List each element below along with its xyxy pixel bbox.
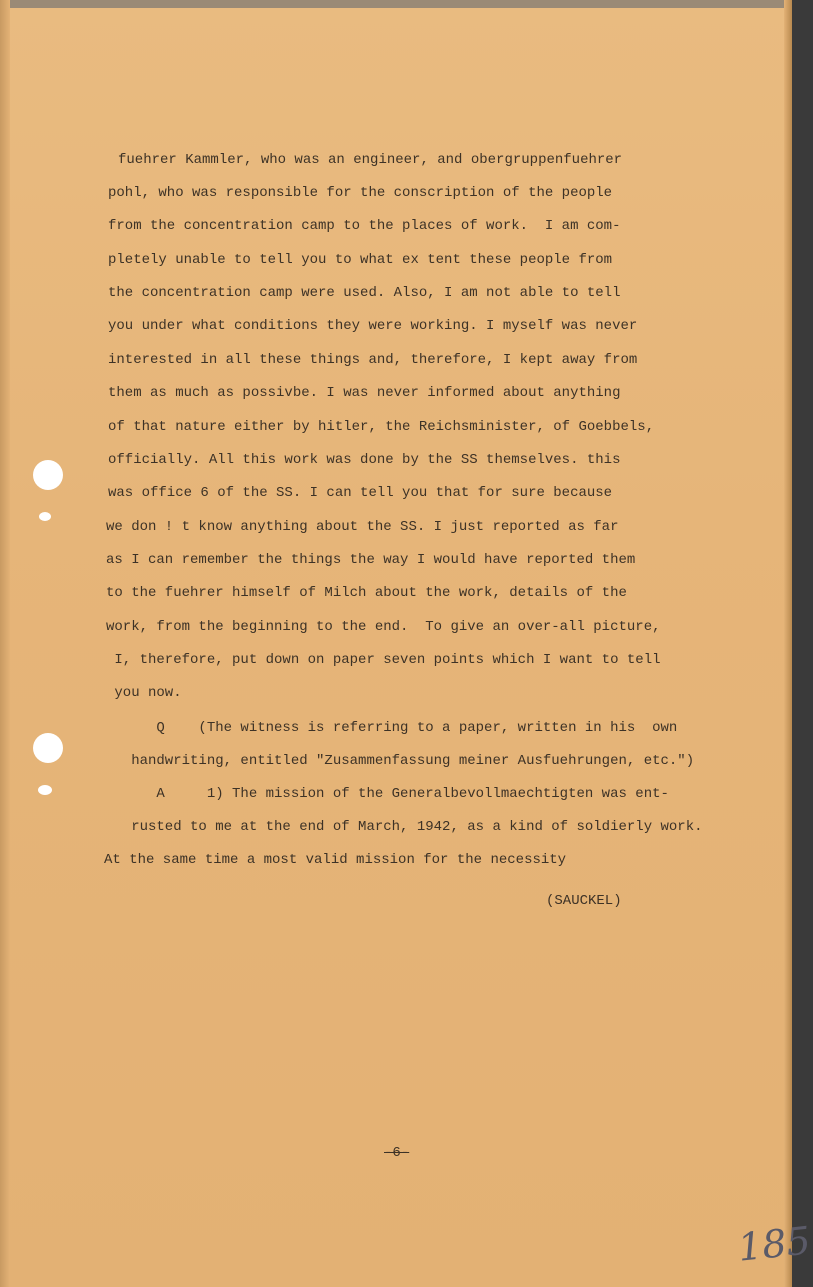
witness-signature: (SAUCKEL) bbox=[546, 893, 622, 909]
page-left-edge bbox=[0, 0, 10, 1287]
page-right-edge bbox=[784, 0, 792, 1287]
paper-tear-lower bbox=[38, 785, 52, 795]
text-line: I, therefore, put down on paper seven points which I want to tell bbox=[106, 652, 661, 668]
text-line: the concentration camp were used. Also, I am not able to tell bbox=[108, 285, 621, 301]
text-line: officially. All this work was done by the SS themselves. this bbox=[108, 452, 621, 468]
handwritten-page-number: 185 bbox=[735, 1218, 813, 1270]
text-line: pletely unable to tell you to what ex tent these people from bbox=[108, 252, 613, 268]
text-line: as I can remember the things the way I would have reported them bbox=[106, 552, 636, 568]
text-line: was office 6 of the SS. I can tell you that for sure because bbox=[108, 485, 613, 501]
text-line: we don ! t know anything about the SS. I just reported as far bbox=[106, 519, 619, 535]
text-line: rusted to me at the end of March, 1942, as a kind of soldierly work. bbox=[106, 819, 703, 835]
text-line: At the same time a most valid mission for the necessity bbox=[104, 852, 567, 868]
text-line: them as much as possivbe. I was never informed about anything bbox=[108, 385, 621, 401]
text-line: pohl, who was responsible for the conscription of the people bbox=[108, 185, 613, 201]
paper-tear-upper bbox=[39, 512, 51, 521]
text-line: you under what conditions they were working. I myself was never bbox=[108, 318, 638, 334]
text-line: from the concentration camp to the places of work. I am com- bbox=[108, 218, 621, 234]
text-line: fuehrer Kammler, who was an engineer, and obergruppenfuehrer bbox=[118, 152, 623, 168]
text-line: to the fuehrer himself of Milch about the work, details of the bbox=[106, 585, 627, 601]
text-line: A 1) The mission of the Generalbevollmaechtigten was ent- bbox=[106, 786, 669, 802]
text-line: interested in all these things and, therefore, I kept away from bbox=[108, 352, 638, 368]
text-line: of that nature either by hitler, the Reichsminister, of Goebbels, bbox=[108, 419, 655, 435]
punch-hole-upper bbox=[33, 460, 63, 490]
page-number: -6- bbox=[384, 1145, 410, 1161]
text-line: you now. bbox=[106, 685, 182, 701]
punch-hole-lower bbox=[33, 733, 63, 763]
text-line: handwriting, entitled "Zusammenfassung meiner Ausfuehrungen, etc.") bbox=[106, 753, 695, 769]
scan-top-border bbox=[0, 0, 792, 8]
text-line: Q (The witness is referring to a paper, written in his own bbox=[106, 720, 678, 736]
text-line: work, from the beginning to the end. To give an over-all picture, bbox=[106, 619, 661, 635]
